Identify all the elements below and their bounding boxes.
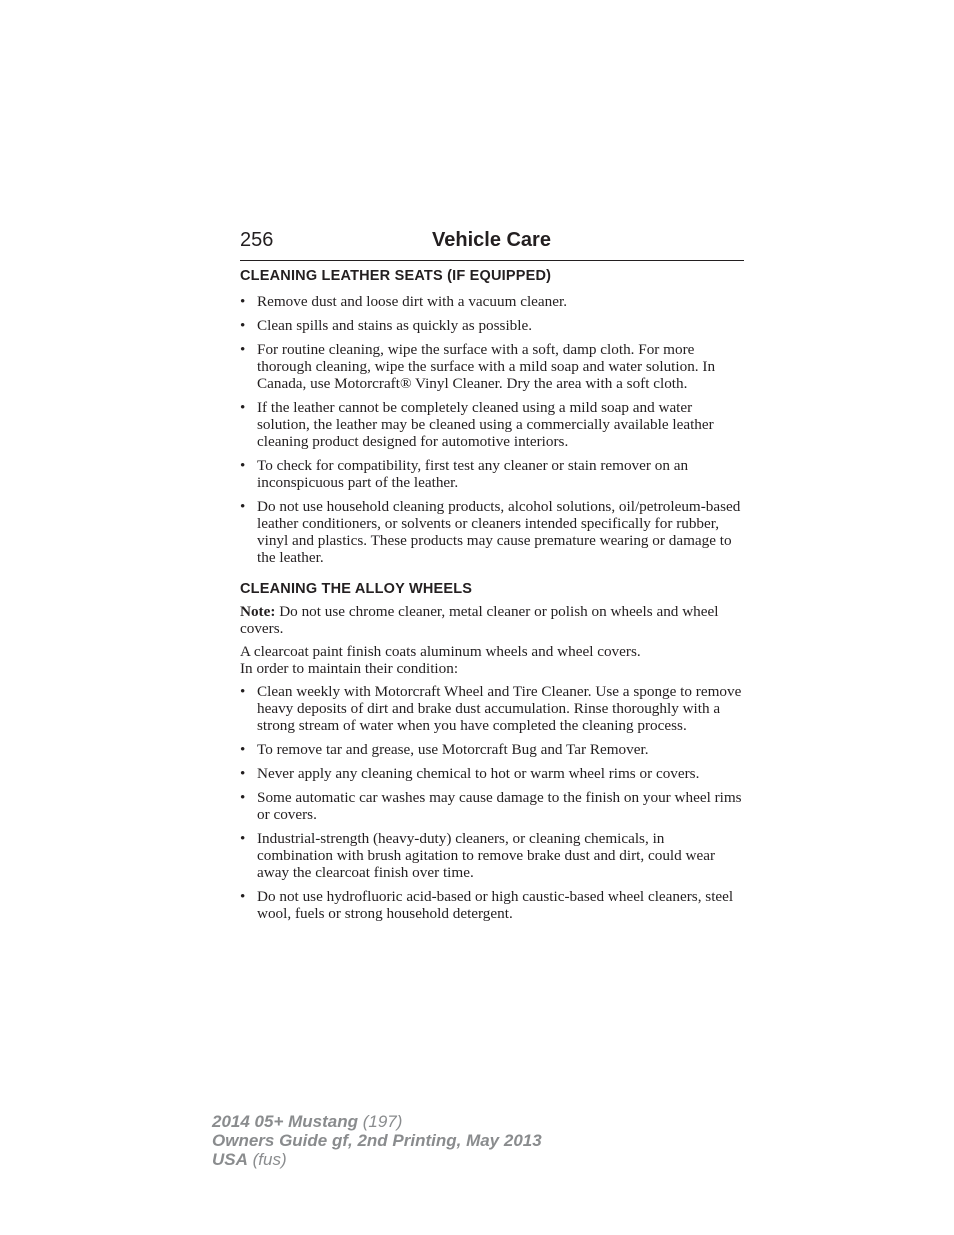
list-item: • Some automatic car washes may cause damage to the finish on your wheel rims or covers. bbox=[240, 789, 742, 823]
list-item: • Do not use household cleaning products, alcohol solutions, oil/petroleum-based leather conditioners, or solvents or cleaners intended specifically for rubber, vinyl and plastics. These products may cause premature wearing or damage to the leather. bbox=[240, 498, 741, 566]
list-item: • Never apply any cleaning chemical to hot or warm wheel rims or covers. bbox=[240, 765, 700, 782]
list-item: • Industrial-strength (heavy-duty) cleaners, or cleaning chemicals, in combination with brush agitation to remove brake dust and dirt, could wear away the clearcoat finish over time. bbox=[240, 830, 716, 881]
bullet-icon: • bbox=[240, 457, 246, 474]
wheels-heading: CLEANING THE ALLOY WHEELS bbox=[240, 581, 473, 597]
note-label: Note: bbox=[240, 603, 276, 620]
wheels-list bbox=[240, 683, 744, 922]
page-header bbox=[240, 229, 744, 261]
bullet-icon: • bbox=[240, 765, 246, 782]
footer-line-2: Owners Guide gf, 2nd Printing, May 2013 bbox=[212, 1131, 542, 1150]
list-item: • If the leather cannot be completely cleaned using a mild soap and water solution, the leather may be cleaned using a commercially available leather cleaning product designed for automotive interiors. bbox=[240, 399, 714, 450]
list-item: • Do not use hydrofluoric acid-based or high caustic-based wheel cleaners, steel wool, fuels or strong household detergent. bbox=[240, 888, 734, 922]
bullet-icon: • bbox=[240, 293, 246, 310]
footer-line-1: 2014 05+ Mustang (197) bbox=[212, 1112, 403, 1131]
footer-line-3: USA (fus) bbox=[212, 1150, 287, 1169]
note-paragraph bbox=[240, 603, 744, 637]
list-item: • To check for compatibility, first test any cleaner or stain remover on an inconspicuous part of the leather. bbox=[240, 457, 689, 491]
leather-heading: CLEANING LEATHER SEATS (IF EQUIPPED) bbox=[240, 268, 552, 284]
bullet-icon: • bbox=[240, 830, 246, 847]
intro-paragraph: A clearcoat paint finish coats aluminum wheels and wheel covers. In order to maintain their condition: bbox=[240, 643, 641, 677]
list-item: • Remove dust and loose dirt with a vacuum cleaner. bbox=[240, 293, 567, 310]
page-footer bbox=[212, 1112, 542, 1169]
list-item: • For routine cleaning, wipe the surface with a soft, damp cloth. For more thorough cleaning, wipe the surface with a mild soap and water solution. In Canada, use Motorcraft® Vinyl Cleaner. Dry the area with a soft cloth. bbox=[240, 341, 716, 392]
list-item: • Clean weekly with Motorcraft Wheel and Tire Cleaner. Use a sponge to remove heavy deposits of dirt and brake dust accumulation. Rinse thoroughly with a strong stream of water when you have completed the cleaning process. bbox=[240, 683, 742, 734]
note-text: Do not use chrome cleaner, metal cleaner or polish on wheels and wheel covers. bbox=[240, 603, 719, 637]
bullet-icon: • bbox=[240, 683, 246, 700]
leather-list bbox=[240, 293, 744, 566]
bullet-icon: • bbox=[240, 789, 246, 806]
bullet-icon: • bbox=[240, 399, 246, 416]
list-item: • Clean spills and stains as quickly as possible. bbox=[240, 317, 533, 334]
bullet-icon: • bbox=[240, 498, 246, 515]
page-number: 256 bbox=[240, 229, 274, 251]
bullet-icon: • bbox=[240, 317, 246, 334]
bullet-icon: • bbox=[240, 888, 246, 905]
bullet-icon: • bbox=[240, 341, 246, 358]
bullet-icon: • bbox=[240, 741, 246, 758]
list-item: • To remove tar and grease, use Motorcraft Bug and Tar Remover. bbox=[240, 741, 649, 758]
page-content bbox=[240, 267, 744, 929]
section-title: Vehicle Care bbox=[432, 229, 551, 251]
